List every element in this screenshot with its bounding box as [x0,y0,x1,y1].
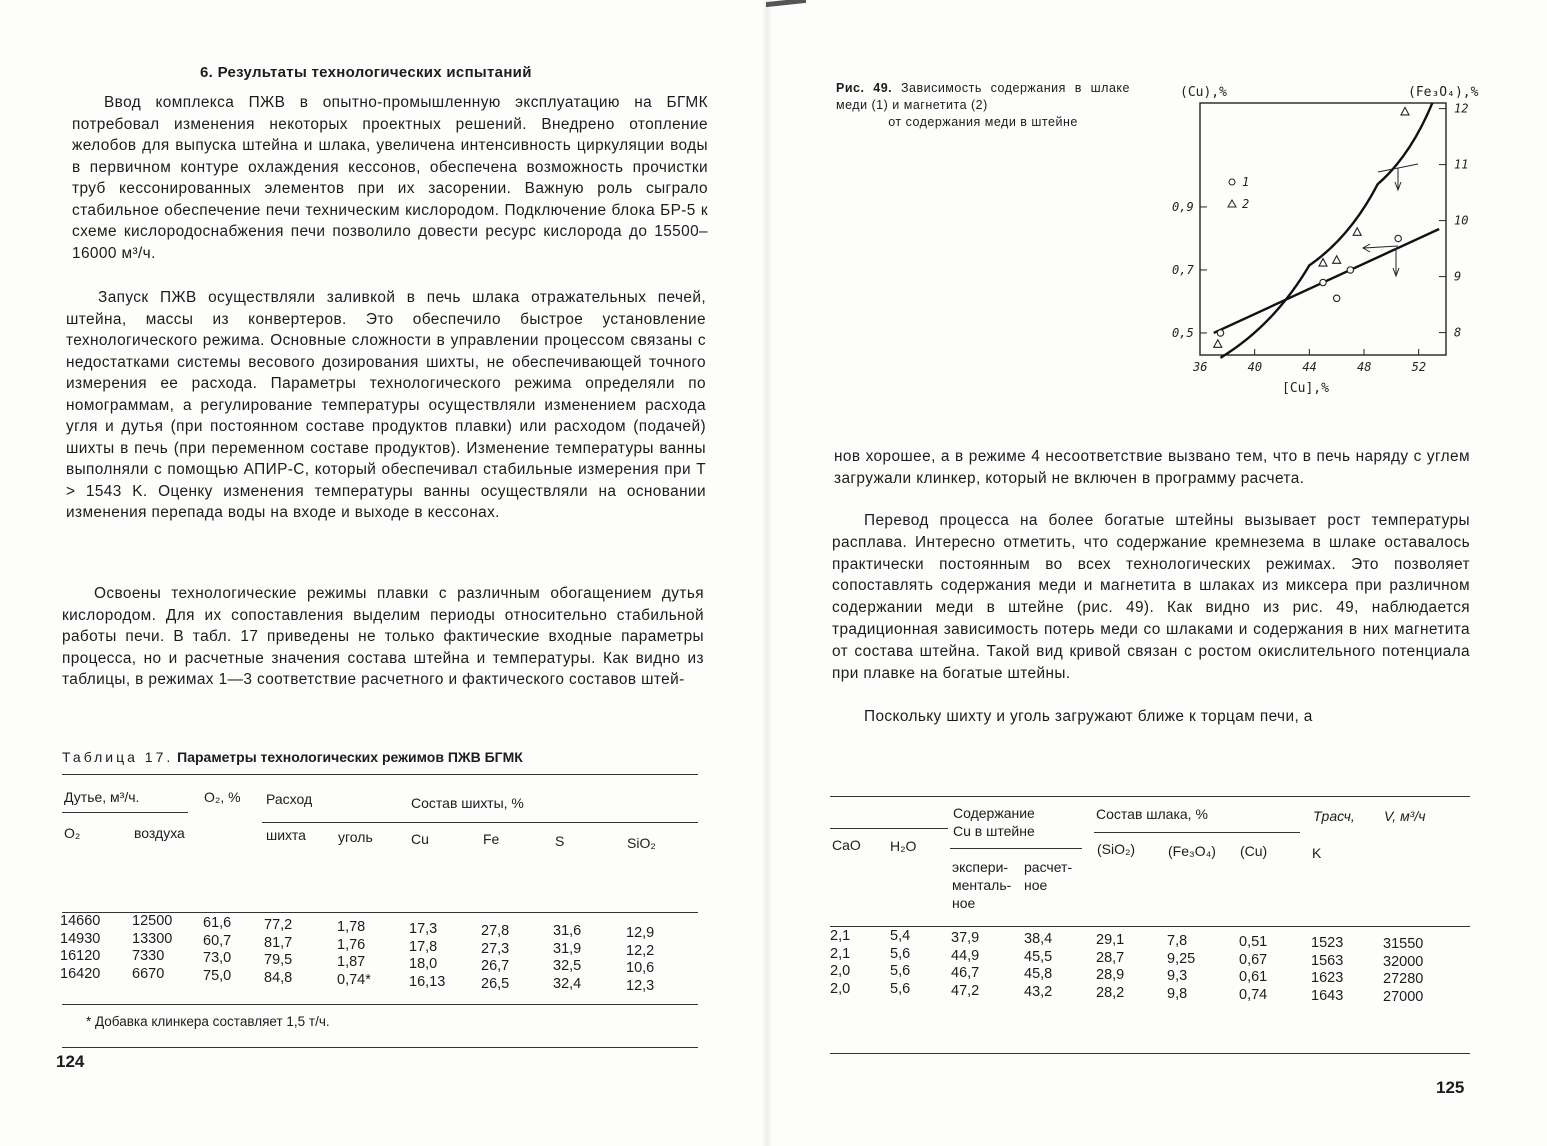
y-right-tick-label: 11 [1454,157,1469,172]
data-point-circle [1320,279,1326,285]
header-slag-composition: Состав шлака, % [1096,806,1208,822]
data-points [1214,107,1409,347]
header-calculated: расчет- ное [1024,859,1073,893]
subheader-coal: уголь [338,829,373,845]
x-tick-label: 48 [1357,360,1372,374]
subheader-charge: шихта [266,827,306,843]
paragraph-1: Ввод комплекса ПЖВ в опытно-промышленную эксплуатацию на БГМК потребовал изменения некоторых проектных решений. Внедрено отопление желобов для выпуска штейна и шлака, увеличена интенсивность циркуляции воды в первичном контуре охлаждения кессонов, обеспечена возможность прочистки труб кессонированных элементов при их засорении. Важную роль сыграло стабильное обеспечение печи техническим кислородом. Подключение блока БР-5 к схеме кислородоснабжения печи позволило довести ресурс кислорода до 15500–16000 м³/ч. [72,94,708,262]
header-cu-in-matte: Содержание Cu в штейне [953,805,1035,839]
legend-label-1: 1 [1242,175,1250,189]
column-v-values: 31550 32000 27280 27000 [1383,936,1424,1005]
header-h2o: H₂O [890,838,917,854]
paragraph-3: Освоены технологические режимы плавки с различным обогащением дутья кислородом. Для их сопоставления выделим периоды относительно стабильной работы печи. В табл. 17 приведены не только фактические входные параметры процесса, но и расчетные значения состава штейна и температуры. Как видно из таблицы, в режимах 1—3 соответствие расчетного и фактического составов штей- [62,585,704,688]
y-left-tick-label: 0,5 [1172,325,1194,340]
y-right-tick-label: 8 [1454,325,1462,340]
data-point-triangle [1319,259,1327,267]
table-rule [950,848,1082,849]
data-point-circle [1347,267,1353,273]
column-sio2-values: 29,1 28,7 28,9 28,2 [1096,932,1125,1001]
data-point-triangle [1401,107,1409,115]
column-t-values: 1523 1563 1623 1643 [1311,935,1344,1004]
column-air-values: 12500 13300 7330 6670 [132,913,173,982]
axis-ticks [1172,102,1468,374]
column-s-values: 31,6 31,9 32,5 32,4 [553,923,582,992]
data-point-triangle [1214,340,1222,348]
header-o2-percent: O₂, % [204,789,241,805]
y-right-tick-label: 12 [1454,101,1469,116]
table-rule [62,1047,698,1048]
chart-legend [1228,175,1249,211]
column-charge-values: 77,2 81,7 79,5 84,8 [264,917,293,986]
header-v: V, м³/ч [1384,808,1426,824]
section-heading: 6. Результаты технологических испытаний [200,64,532,81]
paragraph-5: Перевод процесса на более богатые штейны вызывает рост температуры расплава. Интересно отметить, что содержание кремнезема в шлаке оставалось практически постоянным во всех технологических режимах. Это позволяет сопоставлять содержания меди и магнетита в шлаках из миксера при различном содержании меди в штейне (рис. 49). Как видно из рис. 49, наблюдается традиционная зависимость потерь меди со шлаками и содержания в них магнетита от состава штейна. Такой вид кривой связан с ростом окислительного потенциала при плавке на богатые штейны. [832,512,1470,682]
column-o2-values: 14660 14930 16120 16420 [60,913,101,982]
x-tick-label: 36 [1193,360,1208,374]
header-consumption: Расход [266,791,313,807]
table-17-caption: Таблица 17. Параметры технологических режимов ПЖВ БГМК [62,749,523,765]
subheader-air: воздуха [134,825,185,841]
paragraph-2: Запуск ПЖВ осуществляли заливкой в печь шлака отражательных печей, штейна, массы из конвертеров. Это обеспечило быстрое установление технологического режима. Основные сложности в управлении процессом связаны с недостатками системы весового дозирования шихты, не обеспечивающей точного измерения ее расхода. Параметры технологического режима определяли по номограммам, а регулирование температуры осуществляли изменением расхода угля и дутья (при постоянном составе продуктов плавки) или расходом (подачей) шихты в печь (при переменном составе продуктов). Изменение температуры ванны выполняли с помощью АПИР-С, который обеспечивал стабильные измерения при T > 1543 K. Оценку изменения температуры ванны осуществляли на основании изменения перепада воды на входе и выходе в кессонах. [66,289,706,521]
column-cu-calculated-values: 38,4 45,5 45,8 43,2 [1024,931,1053,1000]
column-fe-values: 27,8 27,3 26,7 26,5 [481,923,510,992]
data-point-circle [1333,295,1339,301]
data-point-triangle [1353,228,1361,236]
figure-49-caption: Рис. 49. Зависимость содержания в шлаке меди (1) и магнетита (2) от содержания меди в штейне [836,81,1130,129]
page-124 [0,0,760,1146]
data-point-circle [1395,235,1401,241]
y-left-axis-label: (Cu),% [1180,85,1227,100]
header-t-calc: Tрасч, [1313,808,1355,824]
table-rule [830,796,1470,797]
page-number-left: 124 [56,1052,85,1071]
fit-line-series-1 [1214,229,1440,333]
subheader-sio2: SiO₂ [627,835,656,851]
fit-lines [1214,103,1440,358]
scan-artifact [766,0,806,7]
column-o2-percent-values: 61,6 60,7 73,0 75,0 [203,915,232,984]
header-fe3o4: (Fe₃O₄) [1168,843,1216,859]
header-blast: Дутье, м³/ч. [64,789,140,805]
paragraph-6: Поскольку шихту и уголь загружают ближе к торцам печи, а [864,708,1313,725]
header-k: K [1312,845,1322,861]
book-spine [762,0,772,1146]
table-rule [62,774,698,775]
header-charge-composition: Состав шихты, % [411,795,524,811]
paragraph-4: нов хорошее, а в режиме 4 несоответствие вызвано тем, что в печь наряду с углем загружали клинкер, который не включен в программу расчета. [834,448,1470,487]
table-rule [1094,832,1300,833]
header-sio2: (SiO₂) [1097,841,1136,857]
table-rule [62,812,188,813]
y-right-tick-label: 10 [1454,213,1469,228]
table-rule [830,1053,1470,1054]
column-h2o-values: 5,4 5,6 5,6 5,6 [890,928,911,997]
subheader-cu: Cu [411,831,429,847]
header-cu-slag: (Cu) [1240,843,1268,859]
x-tick-label: 52 [1411,360,1427,374]
figure-49-chart [1160,76,1490,406]
legend-circle-marker [1229,179,1235,185]
x-tick-label: 40 [1247,360,1263,374]
plot-frame [1200,103,1446,355]
data-point-circle [1217,330,1223,336]
subheader-s: S [555,833,565,849]
header-cao: CaO [832,837,861,853]
y-left-tick-label: 0,9 [1172,199,1194,214]
x-axis-label: [Cu],% [1282,381,1329,396]
table-rule [262,822,698,823]
header-experimental: экспери- менталь- ное [952,859,1012,911]
subheader-fe: Fe [483,831,500,847]
table-footnote: * Добавка клинкера составляет 1,5 т/ч. [86,1014,330,1029]
x-tick-label: 44 [1302,360,1317,374]
table-rule [62,1004,698,1005]
legend-triangle-marker [1228,200,1236,207]
column-sio2-values: 12,9 12,2 10,6 12,3 [626,925,655,994]
legend-label-2: 2 [1242,197,1250,211]
y-left-tick-label: 0,7 [1172,262,1194,277]
data-point-triangle [1333,256,1341,263]
column-coal-values: 1,78 1,76 1,87 0,74* [337,919,371,988]
fit-line-series-2 [1221,103,1433,358]
table-rule [830,926,1470,927]
column-cao-values: 2,1 2,1 2,0 2,0 [830,928,851,997]
column-cu-values: 17,3 17,8 18,0 16,13 [409,921,446,990]
column-fe3o4-values: 7,8 9,25 9,3 9,8 [1167,933,1196,1002]
column-cu-slag-values: 0,51 0,67 0,61 0,74 [1239,934,1268,1003]
y-right-axis-label: (Fe₃O₄),% [1408,85,1479,100]
page-number-right: 125 [1436,1078,1465,1097]
column-cu-experimental-values: 37,9 44,9 46,7 47,2 [951,930,980,999]
subheader-o2: O₂ [64,825,81,841]
table-rule [830,828,948,829]
y-right-tick-label: 9 [1454,269,1462,284]
